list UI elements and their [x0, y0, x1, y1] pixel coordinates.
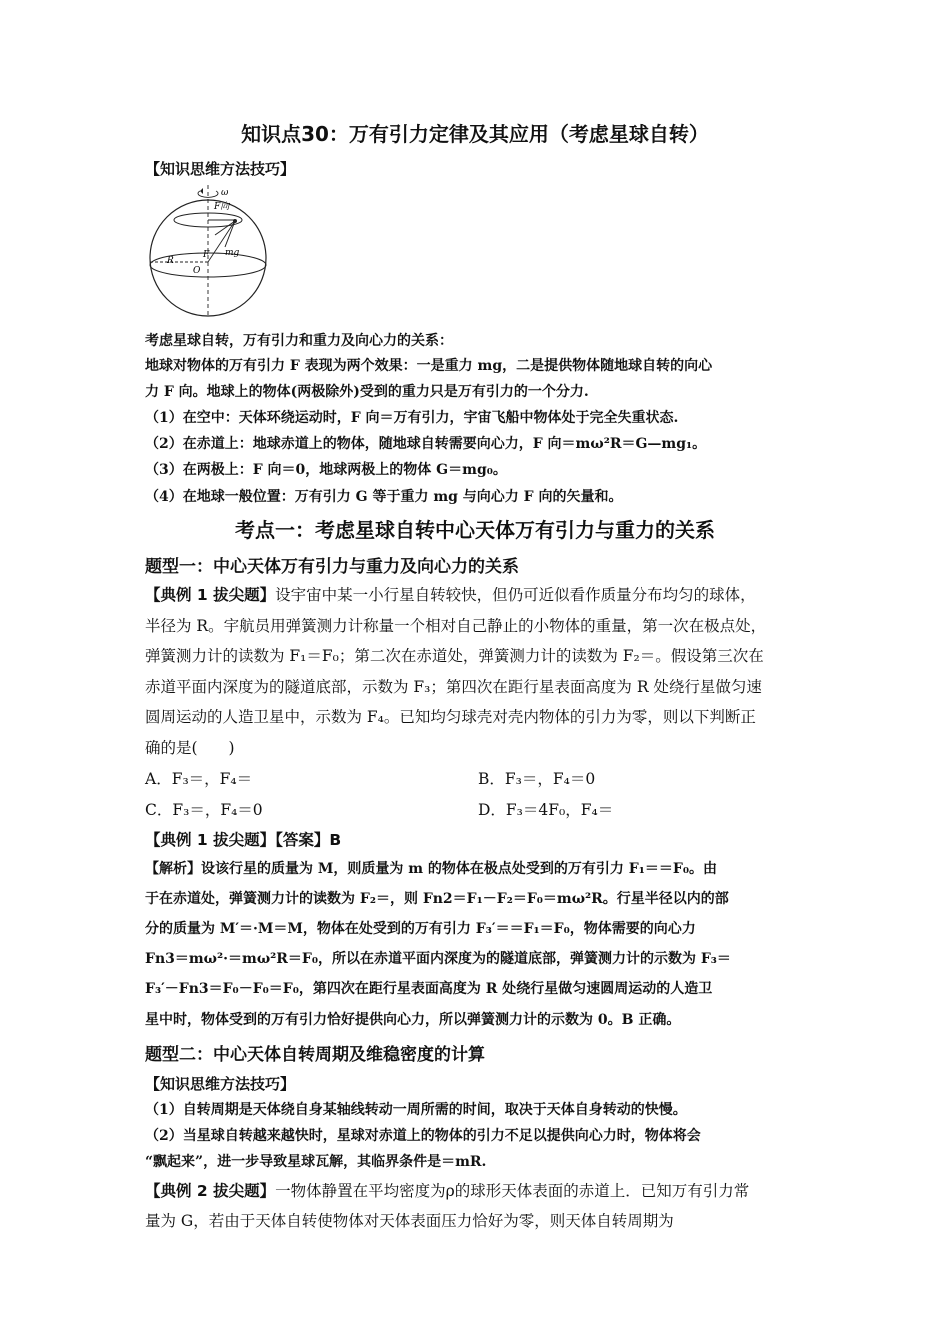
earth-rotation-diagram: [145, 183, 275, 318]
list-item: （3）在两极上：F 向＝0，地球两极上的物体 G＝mg₀。: [145, 462, 507, 478]
analysis-line: 于在赤道处，弹簧测力计的读数为 F₂＝，则 Fn2＝F₁－F₂＝F₀＝mω²R。行星半径以内的部: [145, 891, 729, 907]
center-label: O: [193, 266, 201, 276]
analysis-line: F₃′－Fn3＝F₀－F₀＝F₀，第四次在距行星表面高度为 R 处绕行星做匀速圆周运动的人造卫: [145, 981, 713, 997]
example-label: 【典例 1 拔尖题】: [145, 586, 276, 604]
paragraph-line: 地球对物体的万有引力 F 表现为两个效果：一是重力 mg，二是提供物体随地球自转的向心: [145, 358, 713, 374]
example-line: 【典例 1 拔尖题】设宇宙中某一小行星自转较快，但仍可近似看作质量分布均匀的球体，: [145, 586, 756, 604]
example-line: 半径为 R。宇航员用弹簧测力计称量一个相对自己静止的小物体的重量，第一次在极点处，: [145, 617, 767, 635]
example-line: 圆周运动的人造卫星中，示数为 F₄。已知均匀球壳对壳内物体的引力为零，则以下判断正: [145, 708, 756, 726]
force-label: F: [203, 250, 210, 260]
radius-label: R: [167, 256, 174, 266]
analysis-line: 星中时，物体受到的万有引力恰好提供向心力，所以弹簧测力计的示数为 0。B 正确。: [145, 1012, 681, 1028]
section-heading: 【知识思维方法技巧】: [145, 160, 296, 178]
example-line: 赤道平面内深度为的隧道底部，示数为 F₃；第四次在距行星表面高度为 R 处绕行星做匀速: [145, 678, 762, 696]
question-type-heading: 题型二：中心天体自转周期及维稳密度的计算: [145, 1045, 485, 1065]
analysis-label: 【解析】: [145, 861, 201, 877]
example-line: 量为 G，若由于天体自转使物体对天体表面压力恰好为零，则天体自转周期为: [145, 1212, 674, 1230]
example-line: 弹簧测力计的读数为 F₁＝F₀；第二次在赤道处，弹簧测力计的读数为 F₂＝。假设第三次在: [145, 647, 764, 665]
example-line: 【典例 2 拔尖题】一物体静置在平均密度为ρ的球形天体表面的赤道上．已知万有引力常: [145, 1182, 750, 1200]
omega-label: ω: [221, 188, 229, 198]
list-item: （2）在赤道上：地球赤道上的物体，随地球自转需要向心力，F 向＝mω²R＝G—mg₁。: [145, 436, 707, 452]
intro-text: 考虑星球自转，万有引力和重力及向心力的关系：: [145, 333, 453, 349]
centripetal-force-label: F向: [214, 202, 230, 212]
list-item: （1）自转周期是天体绕自身某轴线转动一周所需的时间，取决于天体自身转动的快慢。: [145, 1102, 687, 1118]
example-label: 【典例 2 拔尖题】: [145, 1182, 276, 1200]
analysis-line: 分的质量为 M′＝·M＝M，物体在处受到的万有引力 F₃′＝＝F₁＝F₀，物体需要的向心力: [145, 921, 696, 937]
option-b: B．F₃＝，F₄＝0: [478, 770, 596, 788]
list-item: （4）在地球一般位置：万有引力 G 等于重力 mg 与向心力 F 向的矢量和。: [145, 489, 623, 505]
list-item: “飘起来”，进一步导致星球瓦解，其临界条件是＝mR.: [145, 1154, 487, 1170]
analysis-line: Fn3＝mω²·＝mω²R＝F₀，所以在赤道平面内深度为的隧道底部，弹簧测力计的示数为 F₃＝: [145, 951, 731, 967]
paragraph-line: 力 F 向。地球上的物体(两极除外)受到的重力只是万有引力的一个分力.: [145, 384, 589, 400]
exam-point-heading: 考点一：考虑星球自转中心天体万有引力与重力的关系: [235, 518, 715, 542]
option-a: A．F₃＝，F₄＝: [145, 770, 253, 788]
option-d: D．F₃＝4F₀，F₄＝: [478, 801, 614, 819]
option-c: C．F₃＝，F₄＝0: [145, 801, 263, 819]
list-item: （2）当星球自转越来越快时，星球对赤道上的物体的引力不足以提供向心力时，物体将会: [145, 1128, 701, 1144]
gravity-label: mg: [225, 248, 240, 258]
question-type-heading: 题型一：中心天体万有引力与重力及向心力的关系: [145, 557, 519, 577]
answer-line: 【典例 1 拔尖题】【答案】B: [145, 831, 342, 849]
example-line: 确的是( ): [145, 739, 235, 757]
list-item: （1）在空中：天体环绕运动时，F 向＝万有引力，宇宙飞船中物体处于完全失重状态.: [145, 410, 679, 426]
section-heading: 【知识思维方法技巧】: [145, 1075, 296, 1093]
analysis-line: 【解析】设该行星的质量为 M，则质量为 m 的物体在极点处受到的万有引力 F₁＝＝F₀。由: [145, 861, 717, 877]
page-title: 知识点30：万有引力定律及其应用（考虑星球自转）: [241, 122, 709, 146]
